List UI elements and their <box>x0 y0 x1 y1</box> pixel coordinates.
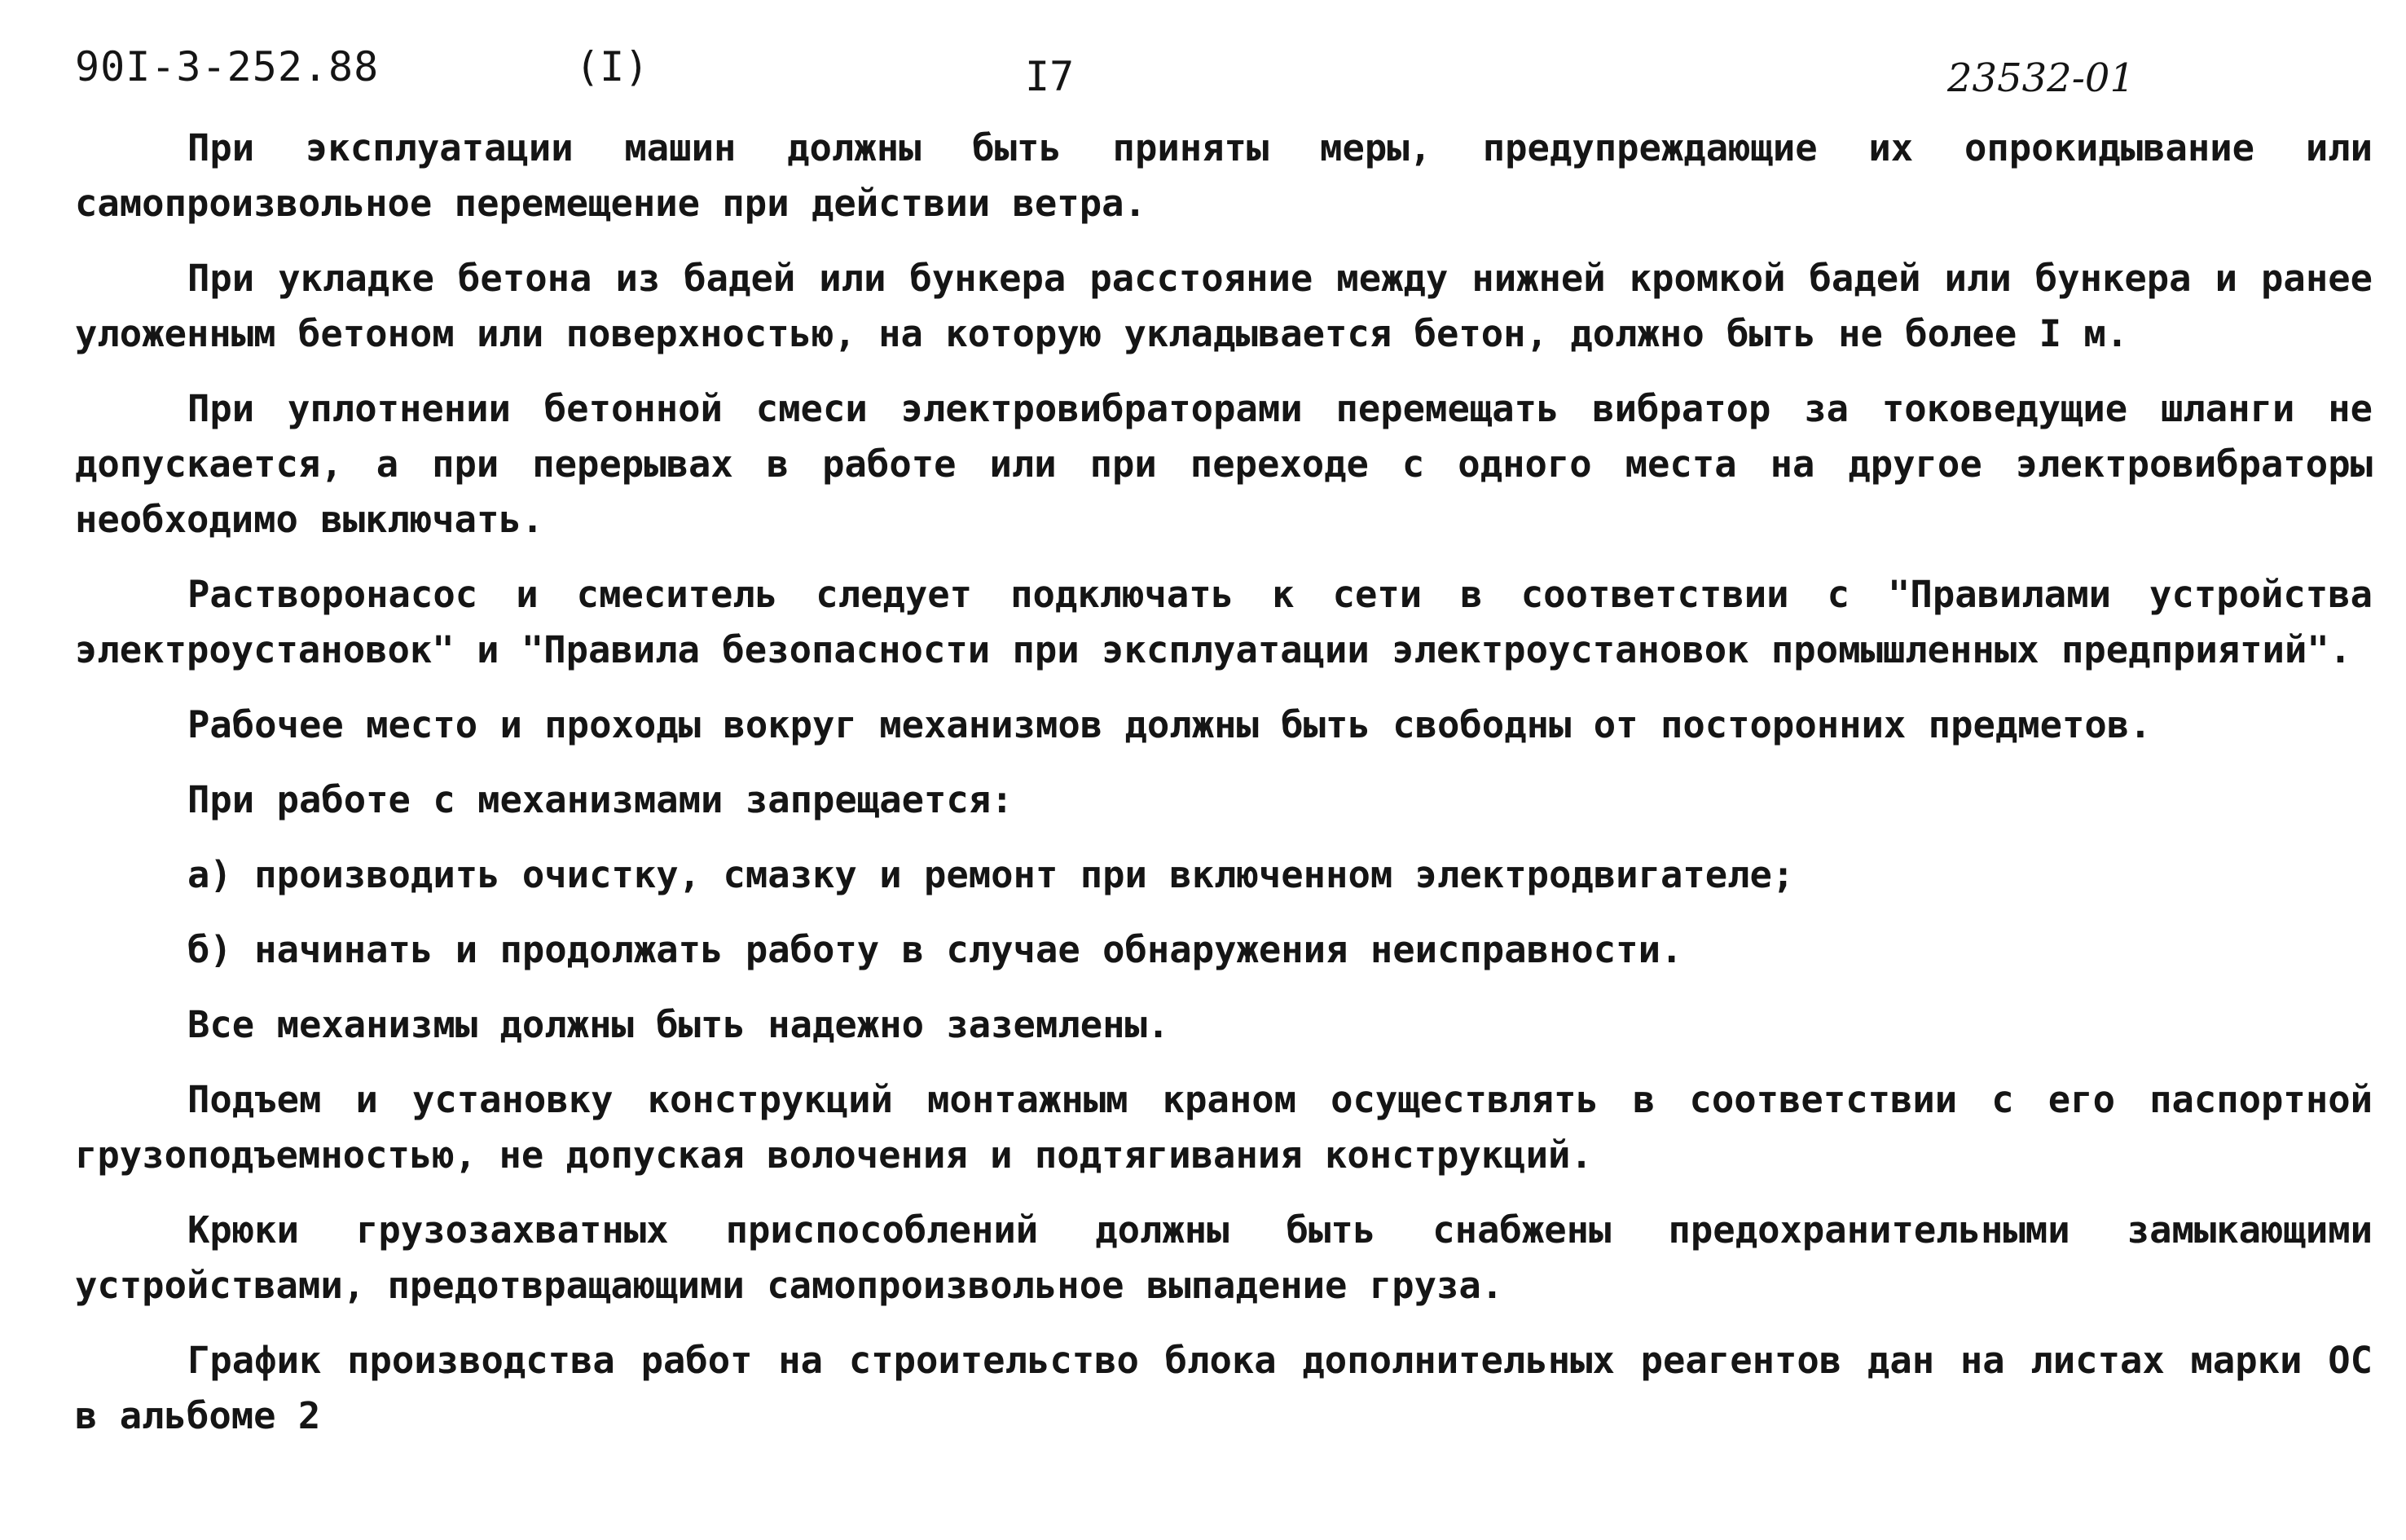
paragraph-hooks: Крюки грузозахватных приспособлений должны быть снабжены предохранительными замыкающими устройствами, предотвращающими самопроизвольное выпадение груза. <box>75 1208 2373 1307</box>
part-number: (I) <box>575 43 649 90</box>
page-number: I7 <box>1025 53 1075 100</box>
list-item-a: а) производить очистку, смазку и ремонт при включенном электродвигателе; <box>187 853 1795 896</box>
list-item-b: б) начинать и продолжать работу в случае обнаружения неисправности. <box>187 928 1683 971</box>
document-code: 90I-3-252.88 <box>75 43 380 90</box>
registration-number: 23532-01 <box>1947 55 2135 101</box>
paragraph-vibrator-compaction: При уплотнении бетонной смеси электровибраторами перемещать вибратор за токоведущие шланги не допускается, а при перерывах в работе или при переходе с одного места на другое электровибраторы необходимо выключать. <box>75 387 2373 541</box>
document-body <box>75 121 2373 1463</box>
paragraph-prohibitions-intro: При работе с механизмами запрещается: <box>187 778 1014 821</box>
paragraph-workplace: Рабочее место и проходы вокруг механизмов должны быть свободны от посторонних предметов. <box>187 703 2152 746</box>
paragraph-concrete-placement: При укладке бетона из бадей или бункера расстояние между нижней кромкой бадей или бункера и ранее уложенным бетоном или поверхностью, на которую укладывается бетон, должно быть не более I м. <box>75 257 2373 355</box>
paragraph-schedule: График производства работ на строительство блока дополнительных реагентов дан на листах марки ОС в альбоме 2 <box>75 1339 2373 1437</box>
paragraph-crane-installation: Подъем и установку конструкций монтажным краном осуществлять в соответствии с его паспортной грузоподъемностью, не допуская волочения и подтягивания конструкций. <box>75 1078 2373 1177</box>
paragraph-pump-connection: Растворонасос и смеситель следует подключать к сети в соответствии с "Правилами устройства электроустановок" и "Правила безопасности при эксплуатации электроустановок промышленных предприятий". <box>75 573 2373 671</box>
paragraph-grounding: Все механизмы должны быть надежно заземлены. <box>187 1003 1170 1046</box>
paragraph-machine-safety: При эксплуатации машин должны быть приняты меры, предупреждающие их опрокидывание или самопроизвольное перемещение при действии ветра. <box>75 126 2373 225</box>
